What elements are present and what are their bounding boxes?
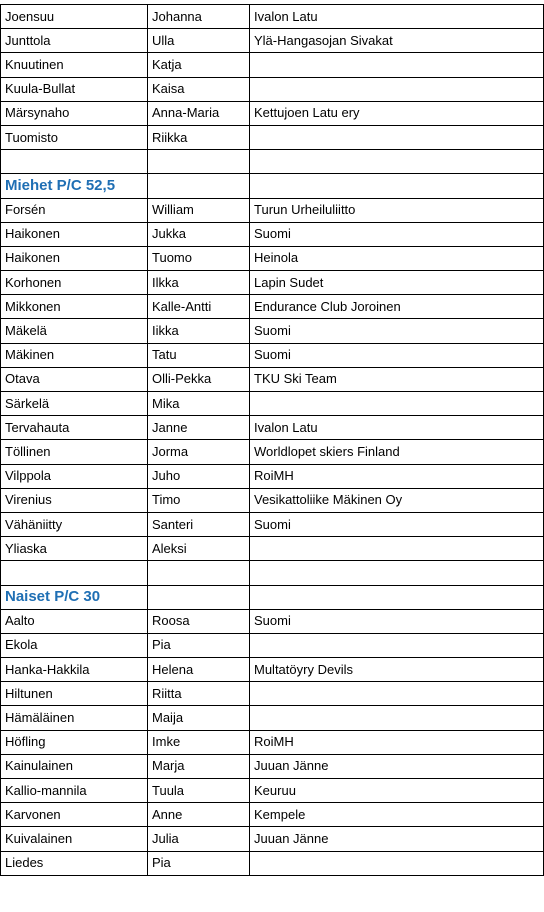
first-name-cell: Kalle-Antti [148,295,250,319]
table-row [1,367,544,391]
table-row [1,754,544,778]
table-row [1,537,544,561]
table-row [1,150,544,174]
table-row [1,77,544,101]
table-row [1,319,544,343]
club-cell: Suomi [250,512,544,536]
table-row [1,609,544,633]
first-name-cell: Ulla [148,29,250,53]
surname-cell: Otava [1,367,148,391]
surname-cell: Hämäläinen [1,706,148,730]
table-row [1,730,544,754]
surname-cell: Virenius [1,488,148,512]
table-row [1,198,544,222]
table-row [1,779,544,803]
surname-cell: Vähäniitty [1,512,148,536]
table-row [1,561,544,585]
club-cell: RoiMH [250,464,544,488]
club-cell [250,682,544,706]
first-name-cell: Roosa [148,609,250,633]
table-row [1,295,544,319]
first-name-cell: Pia [148,851,250,875]
table-row [1,851,544,875]
table-row [1,392,544,416]
club-cell: Heinola [250,246,544,270]
club-cell: Ylä-Hangasojan Sivakat [250,29,544,53]
section-title: Miehet P/C 52,5 [1,174,148,198]
club-cell: Worldlopet skiers Finland [250,440,544,464]
surname-cell: Mäkinen [1,343,148,367]
surname-cell: Mikkonen [1,295,148,319]
surname-cell: Märsynaho [1,101,148,125]
first-name-cell: Imke [148,730,250,754]
section-header-row [1,585,544,609]
surname-cell [1,561,148,585]
club-cell: Suomi [250,609,544,633]
table-row [1,29,544,53]
first-name-cell: Riikka [148,125,250,149]
first-name-cell: Marja [148,754,250,778]
club-cell: Vesikattoliike Mäkinen Oy [250,488,544,512]
table-row [1,803,544,827]
first-name-cell: Janne [148,416,250,440]
club-cell: Endurance Club Joroinen [250,295,544,319]
club-cell [250,633,544,657]
table-row [1,5,544,29]
surname-cell: Mäkelä [1,319,148,343]
surname-cell: Forsén [1,198,148,222]
surname-cell: Tervahauta [1,416,148,440]
club-cell: Juuan Jänne [250,754,544,778]
surname-cell: Yliaska [1,537,148,561]
first-name-cell: Santeri [148,512,250,536]
first-name-cell: Kaisa [148,77,250,101]
table-row [1,464,544,488]
surname-cell: Aalto [1,609,148,633]
first-name-cell: Mika [148,392,250,416]
table-row [1,658,544,682]
table-row [1,271,544,295]
first-name-cell: Jukka [148,222,250,246]
first-name-cell: Helena [148,658,250,682]
table-row [1,416,544,440]
table-row [1,222,544,246]
surname-cell: Haikonen [1,222,148,246]
club-cell: Suomi [250,222,544,246]
first-name-cell: Tuomo [148,246,250,270]
table-row [1,125,544,149]
surname-cell: Kuula-Bullat [1,77,148,101]
club-cell [250,851,544,875]
club-cell: Keuruu [250,779,544,803]
section-header-row [1,174,544,198]
table-row [1,246,544,270]
club-cell: RoiMH [250,730,544,754]
surname-cell: Junttola [1,29,148,53]
participants-table [0,4,544,876]
club-cell [250,537,544,561]
table-row [1,101,544,125]
table-row [1,682,544,706]
first-name-cell: Anne [148,803,250,827]
surname-cell: Tuomisto [1,125,148,149]
first-name-cell: Katja [148,53,250,77]
club-cell: Lapin Sudet [250,271,544,295]
first-name-cell: Pia [148,633,250,657]
participants-table-body [1,5,544,876]
first-name-cell: Johanna [148,5,250,29]
table-row [1,827,544,851]
first-name-cell: Juho [148,464,250,488]
club-cell [250,561,544,585]
surname-cell: Höfling [1,730,148,754]
club-cell: Ivalon Latu [250,416,544,440]
table-row [1,343,544,367]
club-cell: Ivalon Latu [250,5,544,29]
table-row [1,633,544,657]
club-cell [250,392,544,416]
first-name-cell: Anna-Maria [148,101,250,125]
empty-cell [148,585,250,609]
club-cell: Multatöyry Devils [250,658,544,682]
first-name-cell: Maija [148,706,250,730]
first-name-cell: Jorma [148,440,250,464]
surname-cell: Särkelä [1,392,148,416]
club-cell: Turun Urheiluliitto [250,198,544,222]
club-cell: TKU Ski Team [250,367,544,391]
first-name-cell: Tatu [148,343,250,367]
table-row [1,488,544,512]
surname-cell: Joensuu [1,5,148,29]
first-name-cell: William [148,198,250,222]
first-name-cell: Ilkka [148,271,250,295]
table-row [1,706,544,730]
club-cell: Suomi [250,343,544,367]
club-cell: Kempele [250,803,544,827]
first-name-cell: Tuula [148,779,250,803]
surname-cell: Kainulainen [1,754,148,778]
surname-cell: Hanka-Hakkila [1,658,148,682]
first-name-cell: Olli-Pekka [148,367,250,391]
club-cell [250,150,544,174]
first-name-cell: Timo [148,488,250,512]
surname-cell: Kallio-mannila [1,779,148,803]
surname-cell: Knuutinen [1,53,148,77]
club-cell [250,77,544,101]
table-row [1,53,544,77]
first-name-cell [148,561,250,585]
surname-cell: Vilppola [1,464,148,488]
surname-cell [1,150,148,174]
surname-cell: Haikonen [1,246,148,270]
surname-cell: Hiltunen [1,682,148,706]
club-cell: Kettujoen Latu ery [250,101,544,125]
first-name-cell: Aleksi [148,537,250,561]
table-row [1,440,544,464]
empty-cell [250,174,544,198]
first-name-cell: Riitta [148,682,250,706]
first-name-cell: Iikka [148,319,250,343]
surname-cell: Kuivalainen [1,827,148,851]
table-row [1,512,544,536]
club-cell [250,706,544,730]
club-cell: Juuan Jänne [250,827,544,851]
club-cell: Suomi [250,319,544,343]
surname-cell: Töllinen [1,440,148,464]
surname-cell: Ekola [1,633,148,657]
first-name-cell: Julia [148,827,250,851]
club-cell [250,125,544,149]
empty-cell [250,585,544,609]
club-cell [250,53,544,77]
surname-cell: Liedes [1,851,148,875]
surname-cell: Karvonen [1,803,148,827]
surname-cell: Korhonen [1,271,148,295]
empty-cell [148,174,250,198]
section-title: Naiset P/C 30 [1,585,148,609]
first-name-cell [148,150,250,174]
